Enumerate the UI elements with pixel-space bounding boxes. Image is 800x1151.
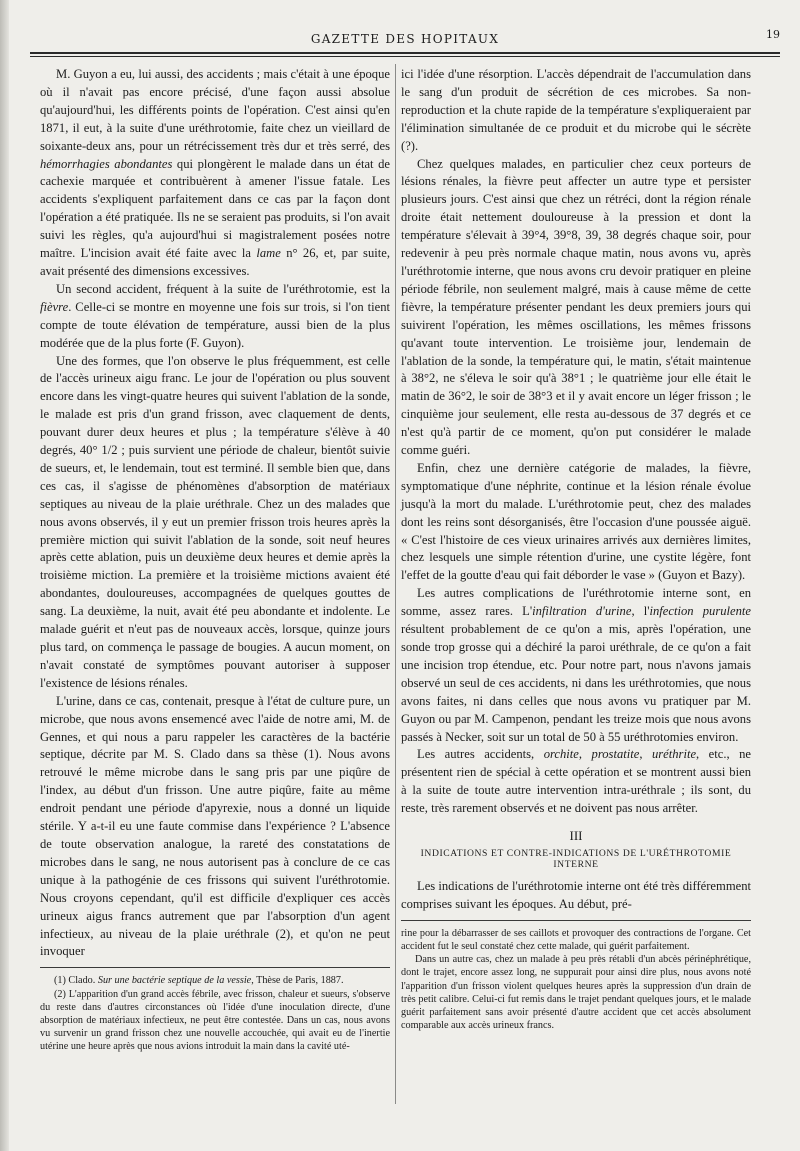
emphasis-fievre: fièvre <box>40 299 69 314</box>
footnote-3: Dans un autre cas, chez un malade à peu près rétabli d'un abcès périnéphrétique, dont le trajet, encore assez long, ne suppurait pour ainsi dire plus, nous avons noté l'apparition d'un frisson violent quelques heures après la suppression d'un drain de très petit calibre. Celui-ci fut remis dans le trajet pendant quelques jours, et le malade guérit parfaitement sans avoir présenté d'autre accident que cet accès absolument comparable aux accès urineux francs. <box>401 954 751 1032</box>
emphasis-hemorrhagies: hémorrhagies abondantes <box>40 156 173 171</box>
paragraph-guyon-accidents: M. Guyon a eu, lui aussi, des accidents ; mais c'était à une époque où il n'avait pas encore précisé, d'une façon aussi absolue qu'aujourd'hui, les différents points de l'opération. C'est ainsi qu'en 1871, il eut, à la suite d'une uréthrotomie, faite chez un vieillard de soixante-deux ans, pour un rétrécissement très dur et très serré, des hémorrhagies abondantes qui plongèrent le malade dans un état de cachexie marquée et contribuèrent à amener l'issue fatale. Les accidents s'expliquent parfaitement dans ce cas par la façon dont l'opération a été pratiquée. Ils ne se seraient pas produits, si l'on avait suivi les règles, qu'a aujourd'hui si magistralement posées notre maître. L'incision avait été faite avec la lame n° 26, et, par suite, avait présenté des dimensions excessives. <box>40 67 391 278</box>
page-binding-edge <box>0 0 9 1151</box>
paragraph-autres-accidents: Les autres accidents, orchite, prostatite, uréthrite, etc., ne présentent rien de spécial à cette opération et se montrent aussi bien à la suite de toute autre intervention intra-uréthrale ; ils sont, du reste, très rarement observés et ne doivent pas nous arrêter. <box>401 747 752 816</box>
footnote-1: (1) Clado. Sur une bactérie septique de la vessie, Thèse de Paris, 1887. <box>54 975 344 987</box>
header-rule-thick <box>30 52 780 54</box>
footnote-rule-right <box>401 920 751 921</box>
header-rule-thin <box>30 56 780 57</box>
footnote-2: (2) L'apparition d'un grand accès fébrile, avec frisson, chaleur et sueurs, s'observe du reste dans d'autres circonstances où l'idée d'une inoculation directe, d'une absorption de matériaux infectieux, ne peut être contestée. Dans un cas, nous avons vu survenir un grand frisson chez une nouvelle accouchée, qui avait eu de l'inertie utérine une heure après que nous avions introduit la main dans la cavité uté- <box>40 988 390 1053</box>
left-column <box>40 66 390 1054</box>
paragraph-fievre: Un second accident, fréquent à la suite de l'uréthrotomie, est la fièvre. Celle-ci se montre en moyenne une fois sur trois, si l'on tient compte de toute élévation de température, aussi bien de la plus modérée que de la plus forte (F. Guyon). <box>40 281 390 350</box>
paragraph-autres-complications: Les autres complications de l'uréthrotomie interne sont, en somme, assez rares. L'infiltration d'urine, l'infection purulente résultent probablement de ce qu'on a mis, après l'opération, une sonde trop grosse qui a déchiré la paroi uréthrale, de ce qu'on a fait une incision trop étendue, etc. Pour notre part, nous n'avons jamais observé un seul de ces accidents, ni dans les uréthrotomies, que nous avons faites, ni dans celles que nous avons vu pratiquer par M. Guyon ou par M. Campenon, pendant les treize mois que nous avons passés à Necker, soit sur un total de 50 à 55 uréthrotomies environ. <box>401 586 751 744</box>
page-header <box>30 28 780 50</box>
paragraph-nephrite: Enfin, chez une dernière catégorie de malades, la fièvre, symptomatique d'une néphrite, continue et la lésion rénale évolue jusqu'à la mort du malade. L'uréthrotomie peut, chez des malades dont les reins sont désorganisés, être l'occasion d'une poussée aiguë. « C'est l'histoire de ces vieux urinaires arrivés aux dernières limites, chez lesquels une simple rétention d'urine, une cystite légère, font l'effet de la goutte d'eau qui fait déborder le vase » (Guyon et Bazy). <box>401 460 751 583</box>
emphasis-lame: lame <box>256 246 281 261</box>
paragraph-indications: Les indications de l'uréthrotomie interne ont été très différemment comprises suivant les époques. Au début, pré- <box>401 879 751 911</box>
footnote-2-continued: rine pour la débarrasser de ses caillots et provoquer des contractions de l'organe. Cet accident fut le seul constaté chez cette malade, qui guérit parfaitement. <box>401 927 751 953</box>
journal-title: GAZETTE DES HOPITAUX <box>310 32 500 46</box>
paragraph-lesions-renales: Chez quelques malades, en particulier chez ceux porteurs de lésions rénales, la fièvre peut affecter un autre type et persister plusieurs jours. C'est ainsi que chez un rétréci, dont la région rénale droite était nettement douloureuse à la pression et dont la température s'élevait à 39°4, 39°8, 39, 38 degrés chaque soir, pour redevenir à peu près normale chaque matin, nous avons vu, après l'uréthrotomie interne, que nous avons cru devoir pratiquer en pleine période fébrile, non seulement malgré, mais à cause même de cette fièvre, la température présenter pendant les deux premiers jours qui suivirent l'opération, les mêmes oscillations, les mêmes frissons qu'avant toute intervention. Le troisième jour, lendemain de l'ablation de la sonde, la température qui, le matin, s'était maintenue à 38°2, ne s'éleva le soir qu'à 38°1 ; le quatrième jour elle était le matin de 36°2, le soir de 38°3 et il y avait encore un léger frisson ; le cinquième jour seulement, elle resta au-dessous de 37 degrés et ce n'est qu'à partir de ce moment, qu'on put considérer le malade comme guéri. <box>401 156 751 458</box>
section-title: INDICATIONS ET CONTRE-INDICATIONS DE L'URÉTHROTOMIE INTERNE <box>420 848 732 871</box>
section-number: III <box>569 828 583 844</box>
footnote-rule <box>40 967 390 968</box>
paragraph-resorption: ici l'idée d'une résorption. L'accès dépendrait de l'accumulation dans le sang d'un produit de sécrétion de ces microbes. Sa non-reproduction et la chute rapide de la température s'expliqueraient par l'élimination simultanée de ce produit et du microbe qui le sécrète (?). <box>401 67 751 153</box>
page-number: 19 <box>766 28 780 41</box>
right-column <box>401 66 751 1033</box>
paragraph-urine-microbe: L'urine, dans ce cas, contenait, presque à l'état de culture pure, un microbe, que nous avons ensemencé avec l'aide de notre ami, M. de Gennes, et qui nous a paru rappeler les caractères de la bactérie septique, décrite par M. S. Clado dans sa thèse (1). Nous avons retrouvé le même microbe dans le sang pris par une piqûre de l'index, au début d'un frisson. Une autre piqûre, faite au même endroit pendant une période d'apyrexie, nous a donné un liquide stérile. Y a-t-il eu une faute commise dans l'expérience ? L'absence de toute observation analogue, la rareté des constatations de microbes dans le sang, ne nous autorisent pas à conclure de ce cas unique à la pathogénie de ces frissons qui suivent l'uréthrotomie. Nous croyons cependant, qu'il est difficile d'expliquer ces accès urineux aigus francs autrement que par l'absorption d'un agent infectieux, au niveau de la plaie uréthrale (2), et qu'on ne peut invoquer <box>40 693 390 959</box>
column-divider <box>395 64 396 1104</box>
paragraph-acces-urineux: Une des formes, que l'on observe le plus fréquemment, est celle de l'accès urineux aigu franc. Le jour de l'opération ou plus souvent encore dans les vingt-quatre heures qui suivent l'ablation de la sonde, le malade est pris d'un grand frisson, avec claquement de dents, pouvant durer deux heures et plus ; la température s'élève à 40 degrés, 40° 1/2 ; puis survient une période de chaleur, bientôt suivie de sueurs, et, le lendemain, tout est terminé. Il semble bien que, dans ces cas, il s'agisse de phénomènes d'absorption de matériaux septiques au niveau de la plaie uréthrale. Chez un des malades que nous avons observés, il y eut un premier frisson trois heures après la première miction qui suivit l'ablation de la sonde, soit neuf heures après cette ablation, puis un deuxième deux heures et demie après la troisième miction. La première et la troisième mictions avaient été abondantes, douloureuses, accompagnées de quelques gouttes de sang. La deuxième, la nuit, avait été peu abondante et indolente. Le malade guérit et n'eut pas de nouveaux accès, lorsque, quinze jours plus tard, on commença le passage de bougies. A aucun moment, on n'avait constaté de symptômes pouvant autoriser à supposer l'existence de lésions rénales. <box>40 353 390 690</box>
